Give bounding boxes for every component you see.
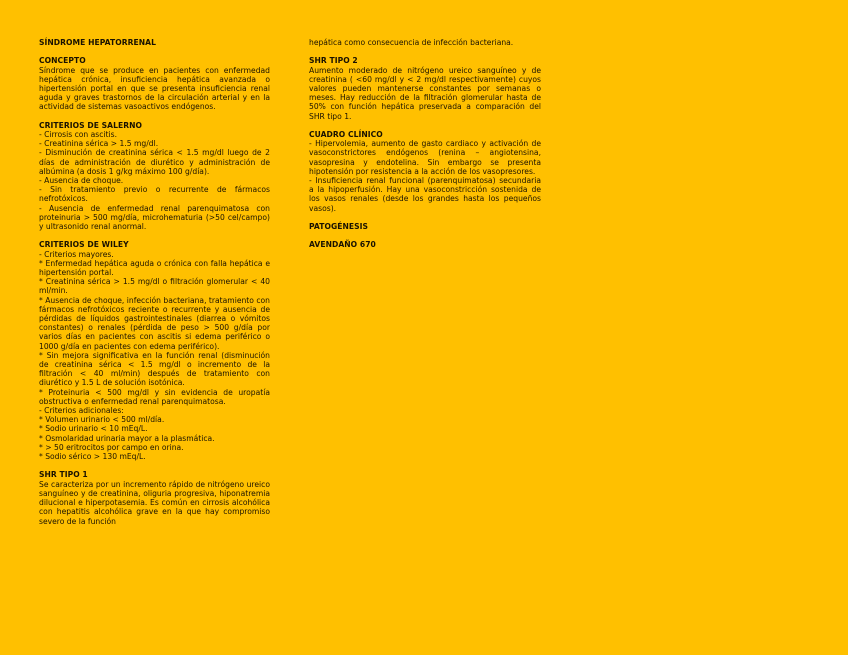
cuadro-clinico-item: - Insuficiencia renal funcional (parenquimatosa) secundaria a la hipoperfusión. Hay una vasoconstricción sostenida de los vasos renales (desde los grandes hasta los pequeños vasos). — [309, 176, 541, 213]
wiley-item: * Enfermedad hepática aguda o crónica con falla hepática e hipertensión portal. — [39, 258, 270, 278]
wiley-item: * Sodio sérico > 130 mEq/L. — [39, 452, 146, 462]
concepto-section — [39, 56, 270, 111]
right-column — [309, 38, 541, 259]
cuadro-clinico-heading: CUADRO CLÍNICO — [309, 130, 383, 139]
salerno-item: - Sin tratamiento previo o recurrente de fármacos nefrotóxicos. — [39, 185, 270, 204]
salerno-item: - Ausencia de choque. — [39, 176, 124, 186]
salerno-item: - Creatinina sérica > 1.5 mg/dl. — [39, 139, 159, 149]
salerno-section — [39, 121, 270, 231]
wiley-item: - Criterios mayores. — [39, 249, 114, 259]
concepto-text: Síndrome que se produce en pacientes con enfermedad hepática crónica, insuficiencia hepática avanzada o hipertensión portal en que se presenta insuficiencia renal aguda y graves trastornos de la circulación arterial y en la actividad de sistemas vasoactivos endógenos. — [39, 65, 270, 112]
shr-tipo-1-section — [39, 470, 270, 525]
wiley-item: * Ausencia de choque, infección bacteriana, tratamiento con fármacos nefrotóxicos reciente o recurrente y ausencia de pérdidas de líquidos gastrointestinales (diarrea o vómitos constantes) o renales (pérdida de peso > 500 g/día por varios días en pacientes con ascitis si edema periférico o 1000 g/día en pacientes con edema periférico). — [39, 295, 270, 351]
cuadro-clinico-item: - Hipervolemia, aumento de gasto cardiaco y activación de vasoconstrictores endógenos (renina – angiotensina, vasopresina y endotelina. Sin embargo se presenta hipotensión por resistencia a la acción de los vasopresores. — [309, 139, 541, 176]
wiley-item: * Creatinina sérica > 1.5 mg/dl o filtración glomerular < 40 ml/min. — [39, 277, 270, 296]
wiley-section — [39, 240, 270, 461]
shr-tipo-2-text: Aumento moderado de nitrógeno ureico sanguíneo y de creatinina ( <60 mg/dl y < 2 mg/dl respectivamente) cuyos valores pueden mantenerse constantes por semanas o meses. Hay reducción de la filtración glomerular hasta de 50% con función hepática preservada a comparación del SHR tipo 1. — [309, 65, 541, 121]
salerno-item: - Cirrosis con ascitis. — [39, 130, 117, 139]
shr-tipo-2-heading: SHR TIPO 2 — [309, 56, 358, 66]
wiley-item: * Sin mejora significativa en la función renal (disminución de creatinina sérica < 1.5 mg/dl o incremento de la filtración < 40 ml/min) después de tratamiento con diurético y 1.5 L de solución isotónica. — [39, 350, 270, 388]
wiley-item: * Sodio urinario < 10 mEq/L. — [39, 424, 148, 434]
left-column — [39, 38, 270, 535]
shr-tipo-1-text: Se caracteriza por un incremento rápido de nitrógeno ureico sanguíneo y de creatinina, oliguria progresiva, hiponatremia dilucional e hiperpotasemia. Es común en cirrosis alcohólica con hepatitis alcohólica grave en la que hay compromiso severo de la función — [39, 479, 270, 526]
wiley-item: - Criterios adicionales: — [39, 406, 124, 416]
shr-tipo-2-section — [309, 56, 541, 120]
salerno-heading: CRITERIOS DE SALERNO — [39, 120, 143, 130]
cuadro-clinico-section — [309, 130, 541, 213]
wiley-heading: CRITERIOS DE WILEY — [39, 240, 129, 250]
salerno-item: - Disminución de creatinina sérica < 1.5 mg/dl luego de 2 días de administración de diurético y administración de albúmina (a dosis 1 g/kg máximo 100 g/día). — [39, 148, 270, 176]
patogenesis-heading: PATOGÉNESIS — [309, 222, 369, 232]
wiley-item: * Osmolaridad urinaria mayor a la plasmática. — [39, 433, 215, 443]
wiley-item: * Proteinuria < 500 mg/dl y sin evidencia de uropatía obstructiva o enfermedad renal parenquimatosa. — [39, 387, 270, 406]
salerno-item: - Ausencia de enfermedad renal parenquimatosa con proteinuria > 500 mg/día, microhematuria (>50 cel/campo) y ultrasonido renal anormal. — [39, 203, 270, 232]
concepto-heading: CONCEPTO — [39, 56, 86, 66]
shr-tipo-1-heading: SHR TIPO 1 — [39, 470, 88, 480]
reference-text: AVENDAÑO 670 — [309, 240, 376, 250]
continuation-text: hepática como consecuencia de infección bacteriana. — [309, 38, 514, 47]
document-title: SÍNDROME HEPATORRENAL — [39, 38, 156, 47]
wiley-item: * Volumen urinario < 500 ml/día. — [39, 415, 165, 425]
wiley-item: * > 50 eritrocitos por campo en orina. — [39, 442, 184, 452]
